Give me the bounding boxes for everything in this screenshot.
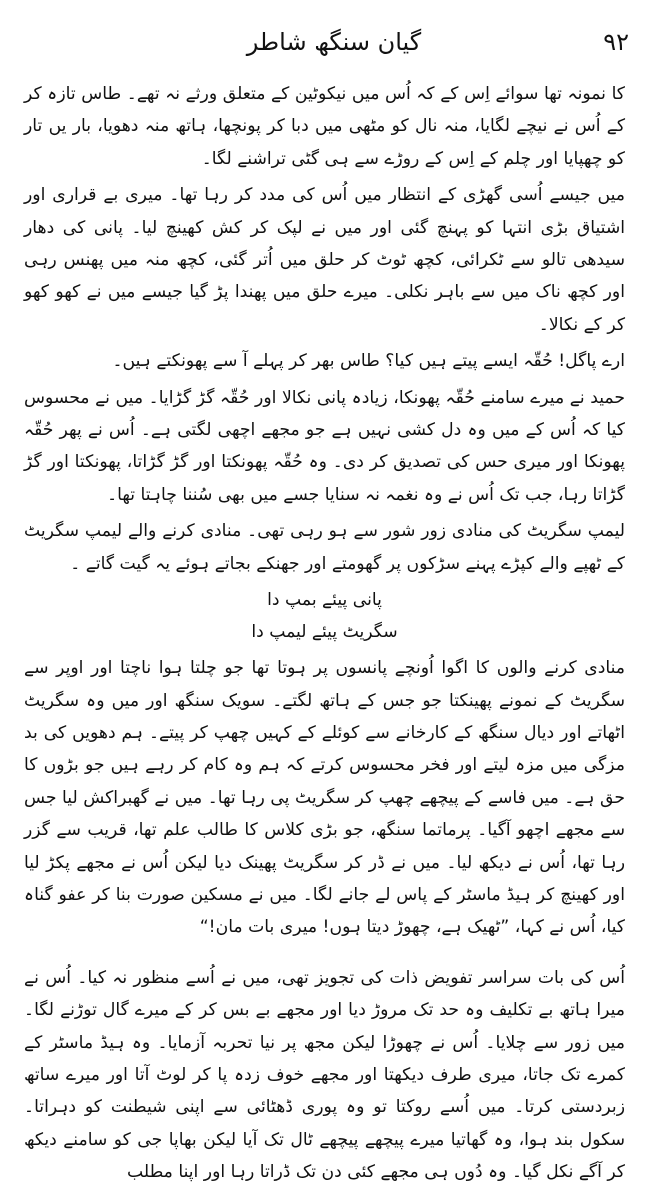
paragraph: اُس کی بات سراسر تفویض ذات کی تجویز تھی، میں نے اُسے منظور نہ کیا۔ اُس نے میرا ہاتھ بے تکلیف وہ حد تک مروڑ دیا اور مجھے بے بس کر کے میرے گال توڑنے لگا۔ میں زور سے چلایا۔ اُس نے چھوڑا لیکن مجھ پر نیا تحربہ آزمایا۔ وہ ہیڈ ماسٹر کے کمرے تک جاتا، میری طرف دیکھتا اور مجھے خوف زدہ پا کر لوٹ آتا اور میرے ساتھ زبردستی کرتا۔ میں اُسے روکتا تو وہ پوری ڈھٹائی سے اپنی شیطنت کو دہراتا۔ سکول بند ہوا، وہ گھاتیا میرے پیچھے پیچھے ٹال تک آیا لیکن بھاپا جی کو سامنے دیکھ کر آگے نکل گیا۔ وہ دُوں ہی مجھے کئی دن تک ڈراتا رہا اور اپنا مطلب <box>24 967 625 1183</box>
paragraph: میں جیسے اُسی گھڑی کے انتظار میں اُس کی مدد کر رہا تھا۔ میری بے قراری اور اشتیاق بڑی انتہا کو پہنچ گئی اور میں نے لپک کر کش کھینچ لیا۔ پانی کی دھار سیدھی تالو سے ٹکرائی، کچھ ٹوٹ کر حلق میں اُتر گئی، کچھ منہ میں پھنس رہی اور کچھ ناک میں سے باہر نکلی۔ میرے حلق میں پھندا پڑ گیا جیسے میں نے کھو کھو کر کے نکالا۔ <box>24 185 625 335</box>
verse-line: پانی پیئے بمپ دا <box>267 590 382 611</box>
verse-line: سگریٹ پیئے لیمپ دا <box>251 622 398 643</box>
paragraph: لیمپ سگریٹ کی منادی زور شور سے ہو رہی تھی۔ منادی کرنے والے لیمپ سگریٹ کے ٹھپے والے کپڑے پہنے سڑکوں پر گھومتے اور جھنکے بجاتے ہوئے یہ گیت گاتے ۔ <box>24 521 625 574</box>
paragraph: کا نمونہ تھا سوائے اِس کے کہ اُس میں نیکوٹین کے متعلق ورثے نہ تھے۔ طاس تازہ کر کے اُس نے نیچے لگایا، منہ نال کو مٹھی میں دبا کر پونچھا، ہاتھ منہ دھویا، بار یں تار کو چھپایا اور چلم کے اِس کے روڑے سے ہی گٹی تراشنے لگا۔ <box>24 84 625 169</box>
paragraph: منادی کرنے والوں کا اگوا اُونچے پانسوں پر ہوتا تھا جو چلتا ہوا ناچتا اور اوپر سے سگریٹ کے نمونے پھینکتا جو جس کے ہاتھ لگتے۔ سویک سنگھ اور میں وہ سگریٹ اٹھاتے اور دیال سنگھ کے کارخانے سے کوئلے کے کہیں چھپ کر پیتے۔ ہم دھویں کی بد مزگی میں مزہ لیتے اور فخر محسوس کرتے کہ ہم وہ کام کر رہے ہیں جو بڑوں کا حق ہے۔ میں فاسے کے پیچھے چھپ کر سگریٹ پی رہا تھا۔ میں نے گھبراکش لیا جس سے مجھے اچھو آگیا۔ پرماتما سنگھ، جو بڑی کلاس کا طالب علم تھا، قریب سے گزر رہا تھا، اُس نے دیکھ لیا۔ میں نے ڈر کر سگریٹ پھینک دیا لیکن اُس نے مجھے پکڑ لیا اور کھینچ کر ہیڈ ماسٹر کے پاس لے جانے لگا۔ میں نے مسکین صورت بنا کر عفو گناہ کیا، اُس نے کہا، ”ٹھیک ہے، چھوڑ دیتا ہوں! میری بات مان!“ <box>24 658 625 938</box>
song-verse <box>24 584 625 648</box>
running-head: گیان سنگھ شاطر <box>246 28 422 56</box>
paragraph: حمید نے میرے سامنے حُقّہ پھونکا، زیادہ پانی نکالا اور حُقّہ گڑ گڑایا۔ میں نے محسوس کیا کہ اُس کے میں وہ دل کشی نہیں ہے جو مجھے اچھی لگتی ہے۔ اُس نے پھر حُقّہ پھونکا اور میری حس کی تصدیق کر دی۔ وہ حُقّہ پھونکتا اور گڑ گڑاتا، پھونکتا اور گڑ گڑاتا رہا، جب تک اُس نے وہ نغمہ نہ سنایا جسے میں بھی سُننا چاہتا تھا۔ <box>24 387 625 505</box>
page-header <box>24 28 629 68</box>
page-number: ۹۲ <box>603 28 629 56</box>
paragraph: ارے پاگل! حُقّہ ایسے پیتے ہیں کیا؟ طاس بھر کر پہلے آ سے پھونکتے ہیں۔ <box>112 351 625 372</box>
page-body <box>24 78 625 1189</box>
